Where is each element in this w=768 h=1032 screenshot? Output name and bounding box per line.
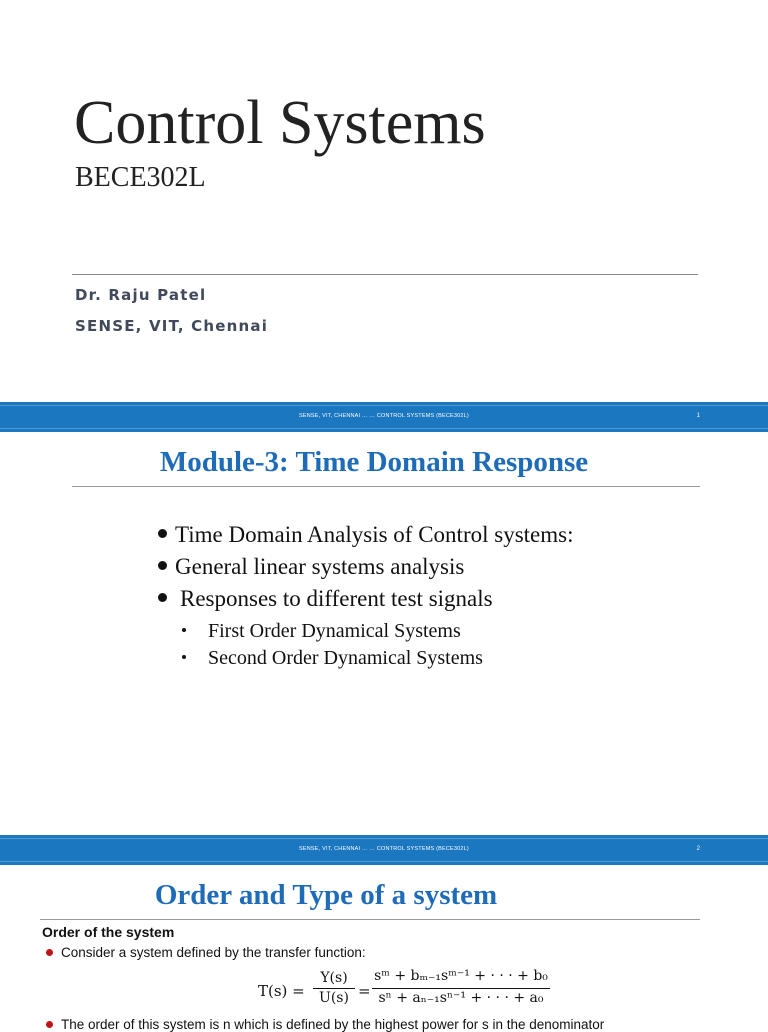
- bullet-icon: [158, 561, 167, 570]
- divider: [40, 919, 700, 920]
- formula-numerator-1: Y(s): [320, 970, 348, 986]
- bullet-icon: [158, 593, 167, 602]
- slide-title: Order and Type of a system: [154, 879, 498, 911]
- page-number: 2: [696, 846, 700, 852]
- fraction-bar: [372, 988, 550, 989]
- bullet-item: Consider a system defined by the transfer function:: [46, 945, 366, 960]
- author-affiliation: SENSE, VIT, Chennai: [75, 317, 269, 335]
- footer-text: SENSE, VIT, CHENNAI … … CONTROL SYSTEMS (BECE302L): [299, 413, 469, 419]
- formula-lhs: T(s) =: [258, 982, 305, 1000]
- fraction-bar: [313, 988, 355, 989]
- divider: [72, 486, 700, 487]
- author-name: Dr. Raju Patel: [75, 286, 207, 304]
- bullet-icon: [182, 628, 186, 632]
- divider: [72, 274, 698, 275]
- sub-bullet-item: First Order Dynamical Systems: [182, 620, 461, 643]
- slide-1: [0, 0, 768, 402]
- section-heading: Order of the system: [42, 924, 175, 940]
- bullet-item: General linear systems analysis: [158, 554, 464, 580]
- bullet-item: Time Domain Analysis of Control systems:: [158, 522, 573, 548]
- formula-denominator-1: U(s): [319, 990, 349, 1006]
- slide-title: Control Systems: [74, 89, 486, 157]
- bullet-icon: [46, 949, 53, 956]
- slide-footer: [0, 402, 768, 432]
- course-code: BECE302L: [75, 162, 206, 193]
- bullet-item: The order of this system is n which is defined by the highest power for s in the denominator: [46, 1017, 604, 1032]
- page-number: 1: [696, 413, 700, 419]
- footer-text: SENSE, VIT, CHENNAI … … CONTROL SYSTEMS (BECE302L): [299, 846, 469, 852]
- slide-title: Module-3: Time Domain Response: [159, 446, 589, 478]
- bullet-icon: [182, 655, 186, 659]
- sub-bullet-item: Second Order Dynamical Systems: [182, 647, 483, 670]
- formula-denominator-2: sⁿ + aₙ₋₁sⁿ⁻¹ + · · · + a₀: [378, 990, 544, 1006]
- formula-equals: =: [358, 982, 371, 1000]
- bullet-icon: [158, 529, 167, 538]
- bullet-item: Responses to different test signals: [158, 586, 493, 612]
- formula-numerator-2: sᵐ + bₘ₋₁sᵐ⁻¹ + · · · + b₀: [374, 968, 548, 984]
- bullet-icon: [46, 1021, 53, 1028]
- slide-footer: [0, 835, 768, 865]
